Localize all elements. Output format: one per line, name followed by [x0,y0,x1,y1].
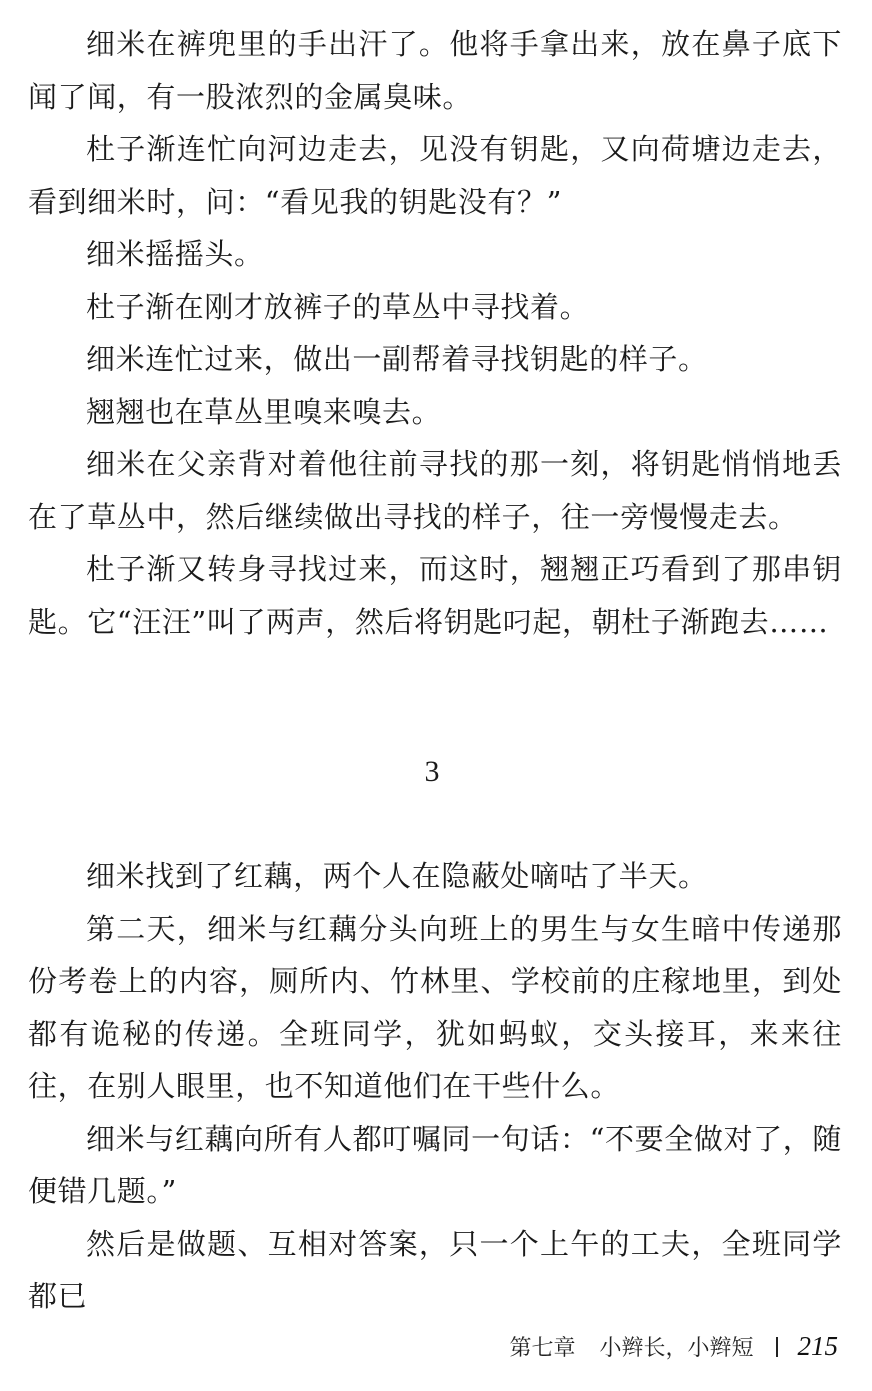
paragraph: 然后是做题、互相对答案，只一个上午的工夫，全班同学都已 [28,1226,842,1313]
footer-divider [776,1337,778,1357]
paragraph: 细米摇摇头。 [86,237,264,271]
paragraph: 细米找到了红藕，两个人在隐蔽处嘀咕了半天。 [86,859,708,893]
chapter-number: 第七章 [509,1336,576,1361]
paragraph: 杜子渐又转身寻找过来，而这时，翘翘正巧看到了那串钥匙。它“汪汪”叫了两声，然后将钥匙叼起，朝杜子渐跑去…… [28,552,842,639]
paragraph: 细米连忙过来，做出一副帮着寻找钥匙的样子。 [86,342,708,376]
paragraph: 细米与红藕向所有人都叮嘱同一句话：“不要全做对了，随便错几题。” [28,1121,842,1208]
paragraph: 翘翘也在草丛里嗅来嗅去。 [86,394,442,429]
section-number: 3 [424,755,440,788]
paragraph: 第二天，细米与红藕分头向班上的男生与女生暗中传递那份考卷上的内容，厕所内、竹林里、学校前的庄稼地里，到处都有诡秘的传递。全班同学，犹如蚂蚁，交头接耳，来来往往，在别人眼里，也不知道他们在干些什么。 [28,911,842,1103]
paragraph: 杜子渐在刚才放裤子的草丛中寻找着。 [86,289,590,324]
paragraph: 细米在父亲背对着他往前寻找的那一刻，将钥匙悄悄地丢在了草丛中，然后继续做出寻找的样子，往一旁慢慢走去。 [28,447,842,534]
page-footer [509,1331,838,1362]
page-number: 215 [797,1331,838,1361]
section-1 [28,18,842,648]
section-2 [28,850,842,1323]
paragraph: 细米在裤兜里的手出汗了。他将手拿出来，放在鼻子底下闻了闻，有一股浓烈的金属臭味。 [28,27,842,114]
paragraph: 杜子渐连忙向河边走去，见没有钥匙，又向荷塘边走去，看到细米时，问：“看见我的钥匙没有？” [28,132,842,219]
chapter-title: 小辫长，小辫短 [599,1336,754,1361]
